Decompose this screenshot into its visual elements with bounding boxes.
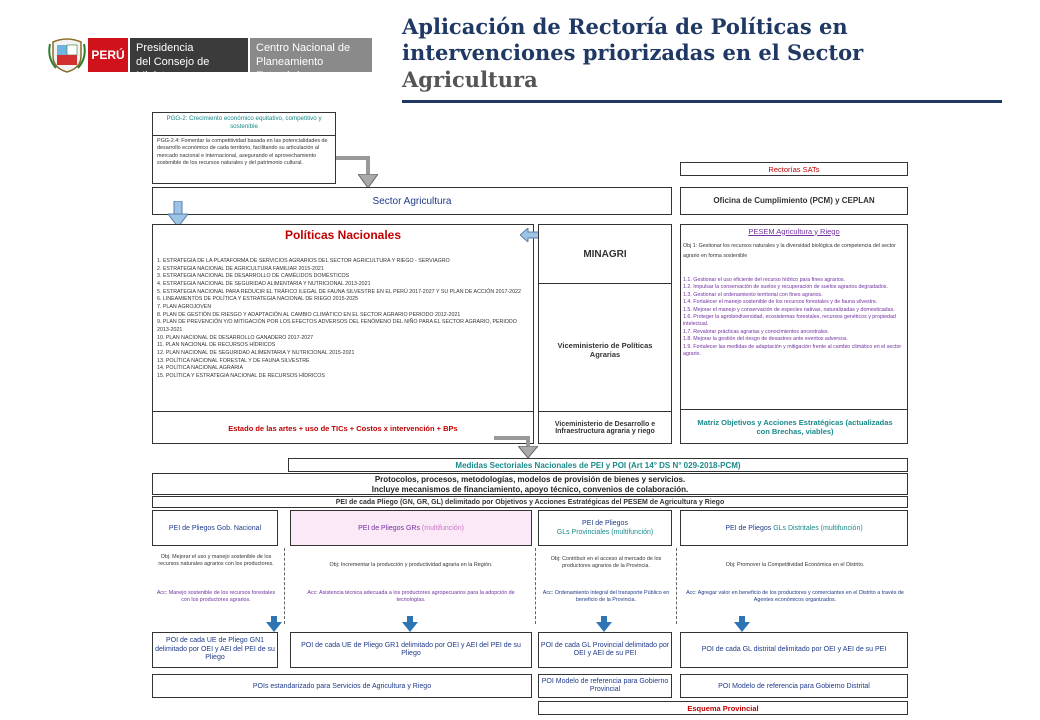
pesem-item: 1.6. Proteger la agrobiodiversidad, ecosistemas forestales, recursos genéticos y propiedad intelectual.: [683, 314, 896, 328]
pesem-objective: Obj 1: Gestionar los recursos naturales y la diversidad biológica de competencia del sector agrario en forma sostenible: [683, 243, 896, 260]
politicas-divider: [153, 411, 533, 412]
col3-head-multi: (multifunción): [611, 529, 654, 536]
politica-item: 9. PLAN DE PREVENCIÓN Y/O MITIGACIÓN POR LOS EFECTOS ADVERSOS DEL FENÓMENO DEL NIÑO PARA EL SECTOR AGRARIO, PERIODO 2013-2021: [157, 319, 517, 334]
politica-item: 7. PLAN AGROJOVEN: [157, 304, 212, 311]
oficina-box: [680, 187, 908, 215]
pcm-line1: Presidencia: [136, 42, 194, 54]
modelo-dist-box: [680, 674, 908, 698]
pesem-item: 1.1. Gestionar el uso eficiente del recurso hídrico para fines agrarios.: [683, 277, 845, 283]
col4-head-sub: GLs Distritales: [773, 524, 819, 532]
col2-poi-label: POI de cada UE de Pliego GR1 delimitado por OEI y AEI del PEI de su Pliego: [301, 641, 521, 657]
title-line1: Aplicación de Rectoría de Políticas en: [402, 14, 848, 39]
pgg-box: [152, 112, 336, 184]
peru-logo: [88, 38, 128, 72]
pgg-title: PGG-2: Crecimiento económico equitativo, competitivo y sostenible: [166, 115, 322, 131]
arrow-down-icon: [734, 616, 750, 632]
modelo-prov-box: [538, 674, 672, 698]
minagri-divider1: [539, 283, 671, 284]
ceplan-line1: Centro Nacional de: [256, 42, 351, 54]
col4-head-multi: (multifunción): [820, 524, 863, 532]
minagri-title: MINAGRI: [583, 248, 627, 260]
pesem-list: [683, 277, 905, 358]
col1-head-label: PEI de Pliegos Gob. Nacional: [168, 524, 262, 532]
col2-poi: [290, 632, 532, 668]
peru-label: PERÚ: [91, 48, 125, 62]
arrow-down-icon: [402, 616, 418, 632]
arrow-down-icon: [518, 446, 538, 458]
politica-item: 15. POLÍTICA Y ESTRATEGIA NACIONAL DE RECURSOS HÍDRICOS: [157, 373, 325, 380]
pesem-item: 1.7. Revalorar prácticas agrarias y conocimientos ancestrales.: [683, 328, 830, 335]
politica-item: 5. ESTRATEGIA NACIONAL PARA REDUCIR EL TRÁFICO ILEGAL DE FAUNA SILVESTRE EN EL PERÚ 2017-2027 Y SU PLAN DE ACCIÓN 2017-2022: [157, 288, 521, 295]
pesem-item: 1.3. Gestionar el ordenamiento territorial con fines agrarios.: [683, 291, 823, 298]
col1-action: Acc: Manejo sostenible de los recursos forestales con los productores agrarios.: [156, 590, 276, 604]
pgg-divider: [153, 135, 335, 136]
col4-action: Acc: Agregar valor en beneficio de los productores y comerciantes en el Distrito a través de Agentes económicos organizados.: [686, 590, 904, 604]
politicas-title: Políticas Nacionales: [284, 228, 402, 242]
col4-head-label: PEI de Pliegos: [725, 524, 772, 532]
col2-head-sub: (multifunción): [421, 524, 464, 532]
rectorias-box: [680, 162, 908, 176]
esquema-box: [538, 701, 908, 715]
politica-item: 12. PLAN NACIONAL DE SEGURIDAD ALIMENTARIA Y NUTRICIONAL 2015-2021: [157, 350, 355, 357]
col1-poi-label: POI de cada UE de Pliego GN1 delimitado por OEI y AEI del PEI de su Pliego: [155, 637, 275, 662]
rectorias-label: Rectorías SATs: [768, 164, 820, 174]
politica-item: 4. ESTRATEGIA NACIONAL DE SEGURIDAD ALIMENTARIA Y NUTRICIONAL 2013-2021: [157, 281, 371, 288]
col1-poi: [152, 632, 278, 668]
col3-objective: Obj: Contribuir en el acceso al mercado de los productores agrarios de la Provincia.: [550, 556, 662, 570]
col1-head: [152, 510, 278, 546]
ceplan-line2: Planeamiento Estratégico: [256, 55, 324, 82]
pois-estandarizado-label: POIs estandarizado para Servicios de Agricultura y Riego: [252, 682, 432, 690]
politicas-footer: Estado de las artes + uso de TICs + Costos x intervención + BPs: [228, 423, 458, 433]
dashed-separator: [284, 548, 285, 624]
politica-item: 2. ESTRATEGIA NACIONAL DE AGRICULTURA FAMILIAR 2015-2021: [157, 265, 324, 272]
medidas-label: Medidas Sectoriales Nacionales de PEI y POI (Art 14° DS N° 029-2018-PCM): [455, 460, 741, 470]
col3-action: Acc: Ordenamiento integral del transporte Público en beneficio de la Provincia.: [542, 590, 670, 604]
politica-item: 11. PLAN NACIONAL DE RECURSOS HÍDRICOS: [157, 342, 276, 349]
arrow-down-icon: [596, 616, 612, 632]
vice-desarrollo: Viceministerio de Desarrollo e Infraestructura agraria y riego: [554, 421, 656, 435]
pei-pliego-label: PEI de cada Pliego (GN, GR, GL) delimitado por Objetivos y Acciones Estratégicas del PESEM de Agricultura y Riego: [335, 498, 725, 506]
pesem-item: 1.8. Mejorar la gestión del riesgo de desastres ante eventos adversos.: [683, 336, 848, 343]
protocolos-line2: Incluye mecanismos de financiamiento, apoyo técnico, convenios de colaboración.: [371, 485, 689, 494]
pesem-item: 1.5. Mejorar el manejo y conservación de especies nativas, naturalizadas y domesticadas.: [683, 306, 895, 313]
pesem-item: 1.9. Fortalecer las medidas de adaptación y mitigación frente al cambio climático en el sector agrario.: [683, 343, 902, 358]
arrow-down-icon: [266, 616, 282, 632]
pesem-matriz: Matriz Objetivos y Acciones Estratégicas (actualizadas con Brechas, viables): [697, 418, 893, 436]
politica-item: 10. PLAN NACIONAL DE DESARROLLO GANADERO 2017-2027: [157, 334, 314, 341]
col3-head-sub: GLs Provinciales: [556, 529, 610, 536]
politica-item: 14. POLÍTICA NACIONAL AGRARIA: [157, 365, 244, 372]
sector-label: Sector Agricultura: [372, 195, 452, 207]
politica-item: 1. ESTRATEGIA DE LA PLATAFORMA DE SERVICIOS AGRARIOS DEL SECTOR AGRICULTURA Y RIEGO - SERVIAGRO: [157, 258, 450, 264]
politica-item: 8. PLAN DE GESTIÓN DE RIESGO Y ADAPTACIÓN AL CAMBIO CLIMÁTICO EN EL SECTOR AGRARIO PERIODO 2012-2021: [157, 311, 461, 318]
politica-item: 3. ESTRATEGIA NACIONAL DE DESARROLLO DE CAMÉLIDOS DOMÉSTICOS: [157, 273, 350, 280]
connector-minagri: [494, 436, 530, 440]
oficina-label: Oficina de Cumplimiento (PCM) y CEPLAN: [713, 196, 875, 206]
pesem-item: 1.2. Impulsar la conservación de suelos y recuperación de suelos agrarios degradados.: [683, 284, 888, 291]
dashed-separator: [535, 548, 536, 624]
title-underline: [402, 100, 1002, 103]
connector-pgg-sector-down: [366, 156, 370, 176]
col3-head-label: PEI de Pliegos: [582, 519, 628, 527]
minagri-box: [538, 224, 672, 444]
pesem-item: 1.4. Fortalecer el manejo sostenible de los recursos forestales y de fauna silvestre.: [683, 299, 878, 306]
col4-objective: Obj: Promover la Competitividad Económica en el Distrito.: [725, 562, 865, 568]
col2-action: Acc: Asistencia técnica adecuada a los productores agropecuarios para la adopción de tecnologías.: [307, 590, 515, 604]
col2-head-label: PEI de Pliegos GRs: [358, 524, 420, 532]
medidas-box: [288, 458, 908, 472]
pei-pliego-box: [152, 496, 908, 508]
politica-item: 13. POLÍTICA NACIONAL FORESTAL Y DE FAUNA SILVESTRE: [157, 357, 310, 364]
modelo-prov-label: POI Modelo de referencia para Gobierno Provincial: [541, 677, 669, 693]
ceplan-logo: [250, 38, 372, 82]
col1-objective: Obj: Mejorar el uso y manejo sostenible de los recursos naturales agrarios con los productores.: [158, 554, 274, 568]
col4-poi: [680, 632, 908, 668]
col4-poi-label: POI de cada GL distrital delimitado por OEI y AEI de su PEI: [701, 645, 887, 653]
pesem-divider: [681, 409, 907, 410]
politicas-list: [157, 258, 529, 381]
pesem-box: [680, 224, 908, 444]
connector-pgg-sector: [336, 156, 370, 160]
protocolos-box: [152, 473, 908, 495]
vice-politicas: Viceministerio de Políticas Agrarias: [557, 341, 653, 359]
pcm-line2: del Consejo de Ministros: [136, 55, 210, 82]
modelo-dist-label: POI Modelo de referencia para Gobierno Distrital: [718, 682, 870, 690]
title-line3: Agricultura: [402, 66, 538, 92]
minagri-divider2: [539, 411, 671, 412]
dashed-separator: [676, 548, 677, 624]
col2-objective: Obj: Incrementar la producción y productividad agraria en la Región.: [329, 562, 493, 568]
esquema-label: Esquema Provincial: [687, 703, 759, 713]
col4-head: [680, 510, 908, 546]
col3-head: [538, 510, 672, 546]
pgg-body: PGG-2.4: Fomentar la competitividad basada en las potencialidades de desarrollo económico de cada territorio, facilitando su articulación al mercado nacional e internacional, asegurando el aprovechamiento sostenible de los recursos naturales y del patrimonio cultural.: [157, 138, 328, 166]
title-line2: intervenciones priorizadas en el Sector: [402, 40, 864, 66]
politicas-box: [152, 224, 534, 444]
header: [0, 0, 1040, 104]
pcm-logo: [130, 38, 248, 82]
pesem-title: PESEM Agricultura y Riego: [748, 226, 840, 236]
col3-poi: [538, 632, 672, 668]
arrow-down-icon: [358, 174, 378, 188]
politica-item: 6. LINEAMIENTOS DE POLÍTICA Y ESTRATEGIA NACIONAL DE RIEGO 2015-2025: [157, 296, 359, 303]
col2-head: [290, 510, 532, 546]
col3-poi-label: POI de cada GL Provincial delimitado por OEI y AEI de su PEI: [540, 641, 670, 657]
pois-estandarizado-box: [152, 674, 532, 698]
sector-box: [152, 187, 672, 215]
page-title: [402, 14, 1022, 93]
protocolos-line1: Protocolos, procesos, metodologías, modelos de provisión de bienes y servicios.: [374, 475, 686, 484]
coat-of-arms-icon: [48, 34, 86, 74]
